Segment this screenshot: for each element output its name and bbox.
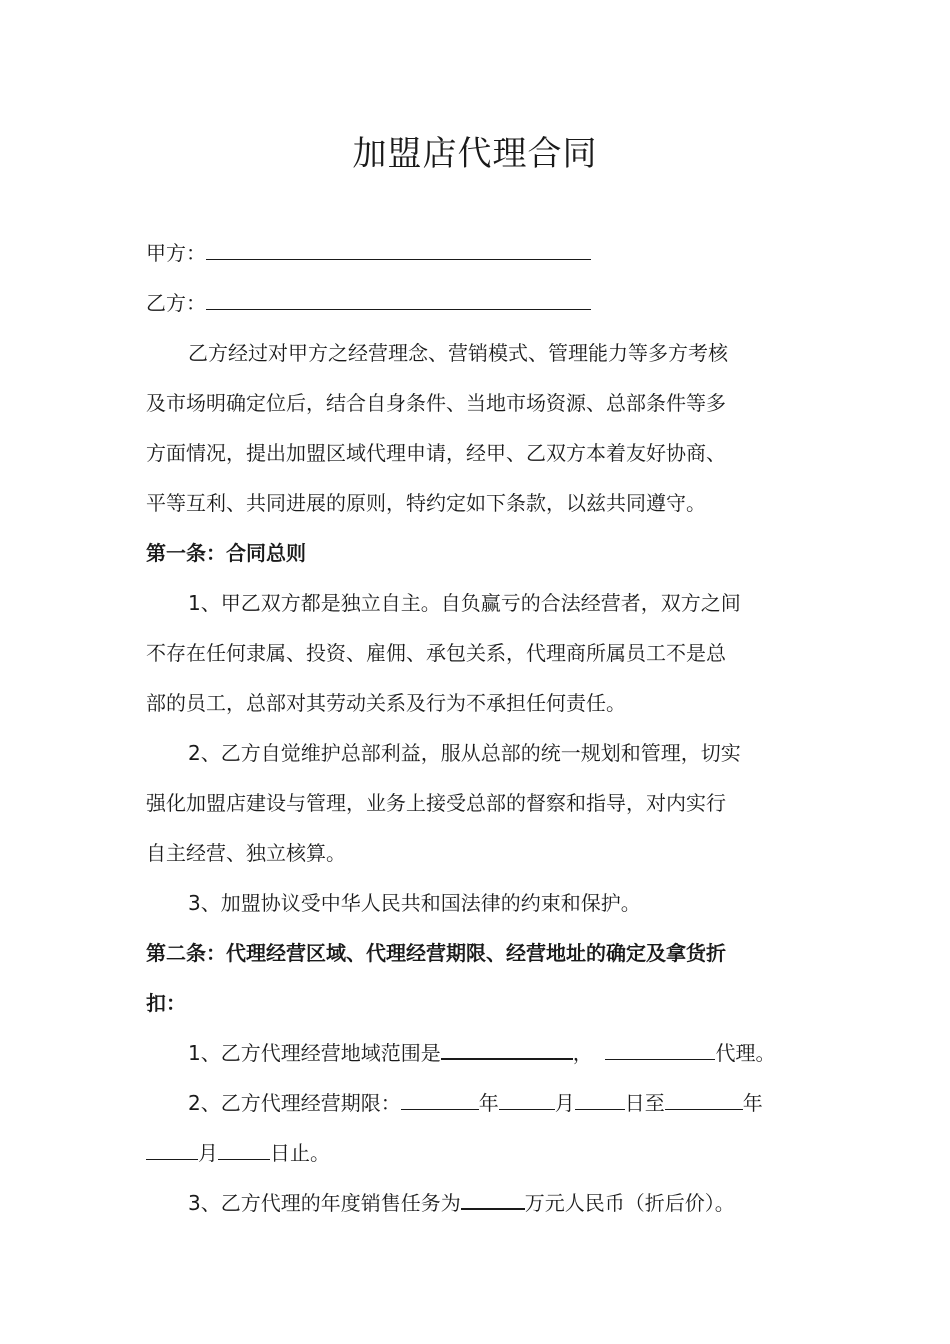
party-a-label: 甲方：	[146, 241, 206, 265]
clause-line: 2、乙方自觉维护总部利益，服从总部的统一规划和管理，切实	[188, 741, 741, 765]
preamble-line: 乙方经过对甲方之经营理念、营销模式、管理能力等多方考核	[188, 341, 728, 365]
end-year-blank[interactable]	[665, 1091, 743, 1110]
clause-text: 2、乙方代理经营期限：	[188, 1091, 401, 1115]
clause-text: 日止。	[270, 1141, 330, 1165]
clause-text: 1、乙方代理经营地域范围是	[188, 1041, 441, 1065]
clause-text: 万元人民币（折后价）。	[524, 1191, 735, 1215]
clause-text: 年	[478, 1091, 499, 1115]
article1-heading: 第一条：合同总则	[146, 541, 306, 565]
start-month-blank[interactable]	[499, 1091, 555, 1110]
party-b-line	[146, 278, 808, 328]
clause-text: 代理。	[715, 1041, 776, 1065]
clause-text: 年	[742, 1091, 763, 1115]
clause-line: 1、甲乙双方都是独立自主。自负赢亏的合法经营者，双方之间	[188, 591, 741, 615]
document-body	[146, 228, 808, 1228]
preamble-line: 平等互利、共同进展的原则，特约定如下条款，以兹共同遵守。	[146, 491, 706, 515]
party-b-label: 乙方：	[146, 291, 206, 315]
party-a-line	[146, 228, 808, 278]
clause-text: 3、乙方代理的年度销售任务为	[188, 1191, 461, 1215]
article1-clause1	[146, 578, 808, 728]
agency-type-blank[interactable]	[605, 1041, 715, 1060]
article2-heading: 第二条：代理经营区域、代理经营期限、经营地址的确定及拿货折	[146, 941, 726, 965]
party-b-blank[interactable]	[206, 291, 591, 310]
party-a-blank[interactable]	[206, 241, 591, 260]
clause-line: 自主经营、独立核算。	[146, 841, 346, 865]
end-month-blank[interactable]	[146, 1141, 198, 1160]
preamble-paragraph	[146, 328, 808, 528]
article2-heading-cont: 扣：	[146, 991, 186, 1015]
article2-clause2	[146, 1078, 808, 1128]
article1-clause2	[146, 728, 808, 878]
clause-text: ，	[572, 1041, 593, 1065]
preamble-line: 方面情况，提出加盟区域代理申请，经甲、乙双方本着友好协商、	[146, 441, 726, 465]
article2-clause1	[146, 1028, 808, 1078]
region-blank[interactable]	[441, 1040, 573, 1060]
article1-clause3: 3、加盟协议受中华人民共和国法律的约束和保护。	[188, 891, 641, 915]
start-year-blank[interactable]	[401, 1091, 479, 1110]
clause-text: 日至	[624, 1091, 665, 1115]
clause-line: 部的员工，总部对其劳动关系及行为不承担任何责任。	[146, 691, 626, 715]
clause-text: 月	[198, 1141, 218, 1165]
clause-text: 月	[554, 1091, 575, 1115]
clause-line: 不存在任何隶属、投资、雇佣、承包关系，代理商所属员工不是总	[146, 641, 726, 665]
end-day-blank[interactable]	[218, 1141, 270, 1160]
article2-clause2-cont	[146, 1128, 808, 1178]
start-day-blank[interactable]	[575, 1091, 625, 1110]
document-title: 加盟店代理合同	[352, 134, 598, 174]
preamble-line: 及市场明确定位后，结合自身条件、当地市场资源、总部条件等多	[146, 391, 726, 415]
clause-line: 强化加盟店建设与管理，业务上接受总部的督察和指导，对内实行	[146, 791, 726, 815]
article2-clause3	[146, 1178, 808, 1228]
sales-target-blank[interactable]	[461, 1190, 525, 1210]
